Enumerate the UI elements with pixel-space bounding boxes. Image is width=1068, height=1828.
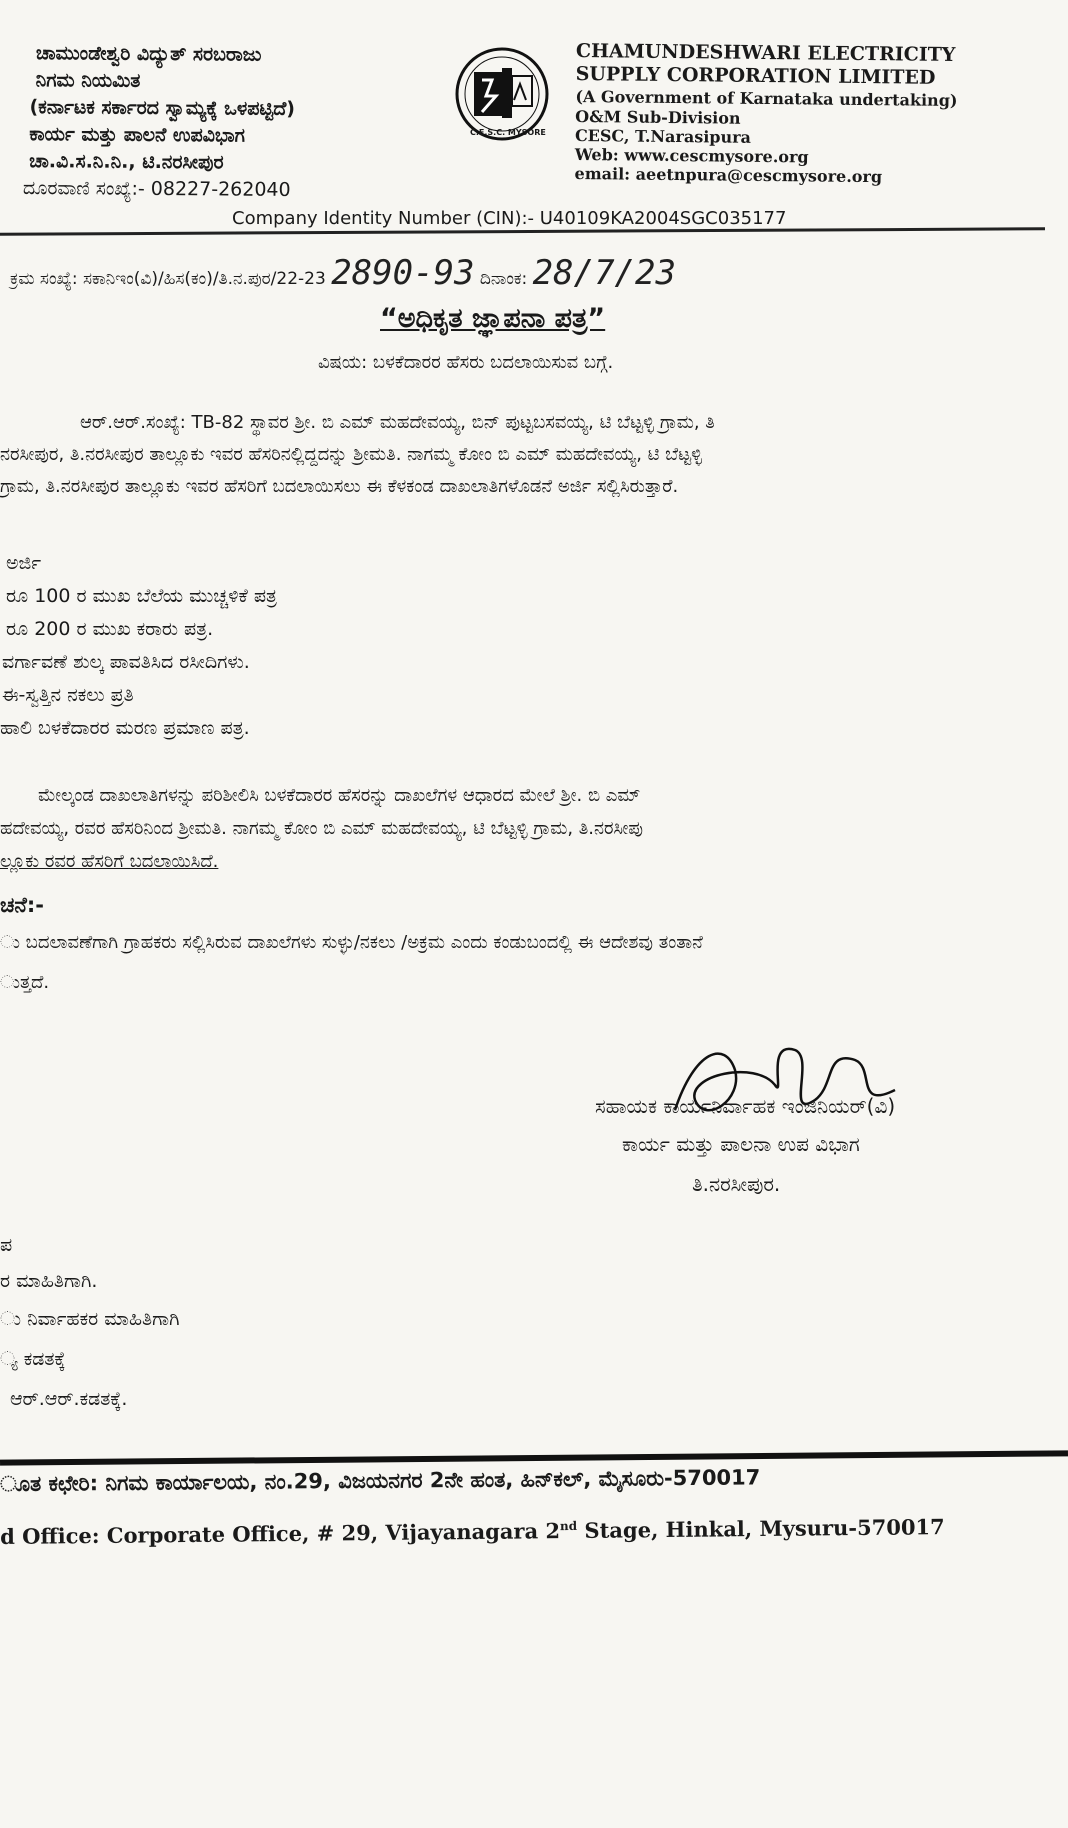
- document-item-2: ರೂ 100 ರ ಮುಖ ಬೆಲೆಯ ಮುಚ್ಚಳಿಕೆ ಪತ್ರ: [6, 585, 277, 607]
- company-govt-line: (A Government of Karnataka undertaking): [575, 86, 958, 110]
- reference-line: [10, 253, 676, 293]
- signatory-office: ಕಾರ್ಯ ಮತ್ತು ಪಾಲನಾ ಉಪ ವಿಭಾಗ: [622, 1132, 860, 1156]
- header-kannada-block: [17, 40, 296, 204]
- subject-line: ವಿಷಯ: ಬಳಕೆದಾರರ ಹೆಸರು ಬದಲಾಯಿಸುವ ಬಗ್ಗೆ.: [318, 352, 614, 373]
- email-line: email: aeetnpura@cescmysore.org: [574, 163, 883, 187]
- signatory-title: ಸಹಾಯಕ ಕಾರ್ಯನಿರ್ವಾಹಕ ಇಂಜಿನಿಯರ್(ವಿ): [595, 1094, 896, 1118]
- location-line: CESC, T.Narasipura: [574, 125, 752, 147]
- para1-line-3: ಗ್ರಾಮ, ತಿ.ನರಸೀಪುರ ತಾಲ್ಲೂಕು ಇವರ ಹೆಸರಿಗೆ ಬದಲಾಯಿಸಲು ಈ ಕೆಳಕಂಡ ದಾಖಲಾತಿಗಳೊಡನೆ ಅರ್ಜಿ ಸಲ್ಲಿಸಿರುತ್ತಾರೆ.: [0, 476, 679, 497]
- header-kn-line-1: ಚಾಮುಂಡೇಶ್ವರಿ ವಿದ್ಯುತ್ ಸರಬರಾಜು: [35, 42, 262, 66]
- reference-date: 28/7/23: [532, 253, 676, 293]
- note-line-2: ುತ್ತದೆ.: [0, 972, 50, 993]
- document-title-text: “ಅಧಿಕೃತ ಜ್ಞಾಪನಾ ಪತ್ರ”: [380, 303, 606, 334]
- footer-en-prefix: d Office: Corporate Office, # 29, Vijayanagara 2: [0, 1518, 561, 1549]
- footer-en-suffix: Stage, Hinkal, Mysuru-570017: [577, 1514, 945, 1543]
- para2-line-1: ಮೇಲ್ಕಂಡ ದಾಖಲಾತಿಗಳನ್ನು ಪರಿಶೀಲಿಸಿ ಬಳಕೆದಾರರ ಹೆಸರನ್ನು ದಾಖಲೆಗಳ ಆಧಾರದ ಮೇಲೆ ಶ್ರೀ. ಬಿ ಎಮ್: [38, 785, 641, 806]
- document-title: [380, 303, 605, 335]
- para2-line-2: ಹದೇವಯ್ಯ, ರವರ ಹೆಸರಿನಿಂದ ಶ್ರೀಮತಿ. ನಾಗಮ್ಮ ಕೋಂ ಬಿ ಎಮ್ ಮಹದೇವಯ್ಯ, ಟಿ ಬೆಟ್ಟಳ್ಳಿ ಗ್ರಾಮ, ತಿ.ನರಸೀಪು: [0, 818, 643, 839]
- logo-text: C.E.S.C. MYSORE: [470, 128, 546, 137]
- copy-line-2: ರ ಮಾಹಿತಿಗಾಗಿ.: [0, 1270, 98, 1292]
- header-kn-line-3: (ಕರ್ನಾಟಕ ಸರ್ಕಾರದ ಸ್ವಾಮ್ಯಕ್ಕೆ ಒಳಪಟ್ಟಿದೆ): [29, 96, 296, 120]
- cin-number: Company Identity Number (CIN):- U40109KA2004SGC035177: [232, 208, 787, 229]
- note-line-1: ು ಬದಲಾವಣೆಗಾಗಿ ಗ್ರಾಹಕರು ಸಲ್ಲಿಸಿರುವ ದಾಖಲೆಗಳು ಸುಳ್ಳು/ನಕಲು /ಅಕ್ರಮ ಎಂದು ಕಂಡುಬಂದಲ್ಲಿ ಈ ಆದೇಶವು ತಂತಾನೆ: [0, 932, 703, 953]
- company-name-line-1: CHAMUNDESHWARI ELECTRICITY: [575, 40, 956, 66]
- reference-label: ಕ್ರಮ ಸಂಖ್ಯೆ: ಸಕಾನಿಇಂ(ವಿ)/ಹಿಸ(ಕಂ)/ತಿ.ನ.ಪುರ/22-23: [10, 269, 326, 289]
- para1-line-1: ಆರ್.ಆರ್.ಸಂಖ್ಯೆ: TB-82 ಸ್ಥಾವರ ಶ್ರೀ. ಬಿ ಎಮ್ ಮಹದೇವಯ್ಯ, ಬಿನ್ ಪುಟ್ಟಬಸವಯ್ಯ, ಟಿ ಬೆಟ್ಟಳ್ಳಿ ಗ್ರಾಮ, ತಿ: [80, 412, 715, 433]
- para1-line-2: ನರಸೀಪುರ, ತಿ.ನರಸೀಪುರ ತಾಲ್ಲೂಕು ಇವರ ಹೆಸರಿನಲ್ಲಿದ್ದದನ್ನು ಶ್ರೀಮತಿ. ನಾಗಮ್ಮ ಕೋಂ ಬಿ ಎಮ್ ಮಹದೇವಯ್ಯ, ಟಿ ಬೆಟ್ಟಳ್ಳಿ: [0, 444, 703, 465]
- web-line: Web: www.cescmysore.org: [574, 144, 809, 167]
- signatory-place: ತಿ.ನರಸೀಪುರ.: [692, 1172, 781, 1196]
- footer-kannada-address: ೂತ ಕಛೇರಿ: ನಿಗಮ ಕಾರ್ಯಾಲಯ, ನಂ.29, ವಿಜಯನಗರ 2ನೇ ಹಂತ, ಹಿನ್‌ಕಲ್, ಮೈಸೂರು-570017: [0, 1465, 761, 1496]
- footer-english-address: [0, 1514, 945, 1549]
- header-kn-line-2: ನಿಗಮ ನಿಯಮಿತ: [35, 69, 141, 92]
- company-name-line-2: SUPPLY CORPORATION LIMITED: [575, 62, 936, 89]
- copy-line-1: ಪ: [0, 1234, 13, 1256]
- header-kn-line-6: ದೂರವಾಣಿ ಸಂಖ್ಯೆ:- 08227-262040: [22, 177, 291, 201]
- note-heading: ಚನೆ:-: [0, 893, 44, 917]
- document-item-1: ಅರ್ಜಿ: [6, 552, 42, 574]
- footer-en-sup: nd: [559, 1518, 578, 1534]
- document-item-4: ವರ್ಗಾವಣೆ ಶುಲ್ಕ ಪಾವತಿಸಿದ ರಸೀದಿಗಳು.: [2, 651, 250, 673]
- reference-number: 2890-93: [331, 253, 475, 293]
- cesc-logo: [452, 44, 552, 144]
- para2-line-3: ಲ್ಲೂಕು ರವರ ಹೆಸರಿಗೆ ಬದಲಾಯಿಸಿದೆ.: [0, 851, 219, 872]
- footer-divider: [0, 1450, 1068, 1465]
- copy-line-5: ಆರ್.ಆರ್.ಕಡತಕ್ಕೆ.: [10, 1388, 128, 1410]
- document-item-3: ರೂ 200 ರ ಮುಖ ಕರಾರು ಪತ್ರ.: [6, 618, 214, 640]
- document-item-6: ಹಾಲಿ ಬಳಕೆದಾರರ ಮರಣ ಪ್ರಮಾಣ ಪತ್ರ.: [0, 717, 250, 739]
- subdivision-line: O&M Sub-Division: [575, 106, 741, 128]
- header-kn-line-4: ಕಾರ್ಯ ಮತ್ತು ಪಾಲನೆ ಉಪವಿಭಾಗ: [29, 123, 246, 147]
- document-item-5: ಈ-ಸ್ವತ್ತಿನ ನಕಲು ಪ್ರತಿ: [2, 684, 134, 706]
- header-kn-line-5: ಚಾ.ವಿ.ಸ.ನಿ.ನಿ., ಟಿ.ನರಸೀಪುರ: [29, 150, 224, 174]
- copy-line-4: ್ಯ ಕಡತಕ್ಕೆ: [0, 1348, 66, 1370]
- date-label: ದಿನಾಂಕ:: [479, 269, 528, 289]
- copy-line-3: ು ನಿರ್ವಾಹಕರ ಮಾಹಿತಿಗಾಗಿ: [0, 1308, 180, 1330]
- header-english-block: [575, 40, 959, 187]
